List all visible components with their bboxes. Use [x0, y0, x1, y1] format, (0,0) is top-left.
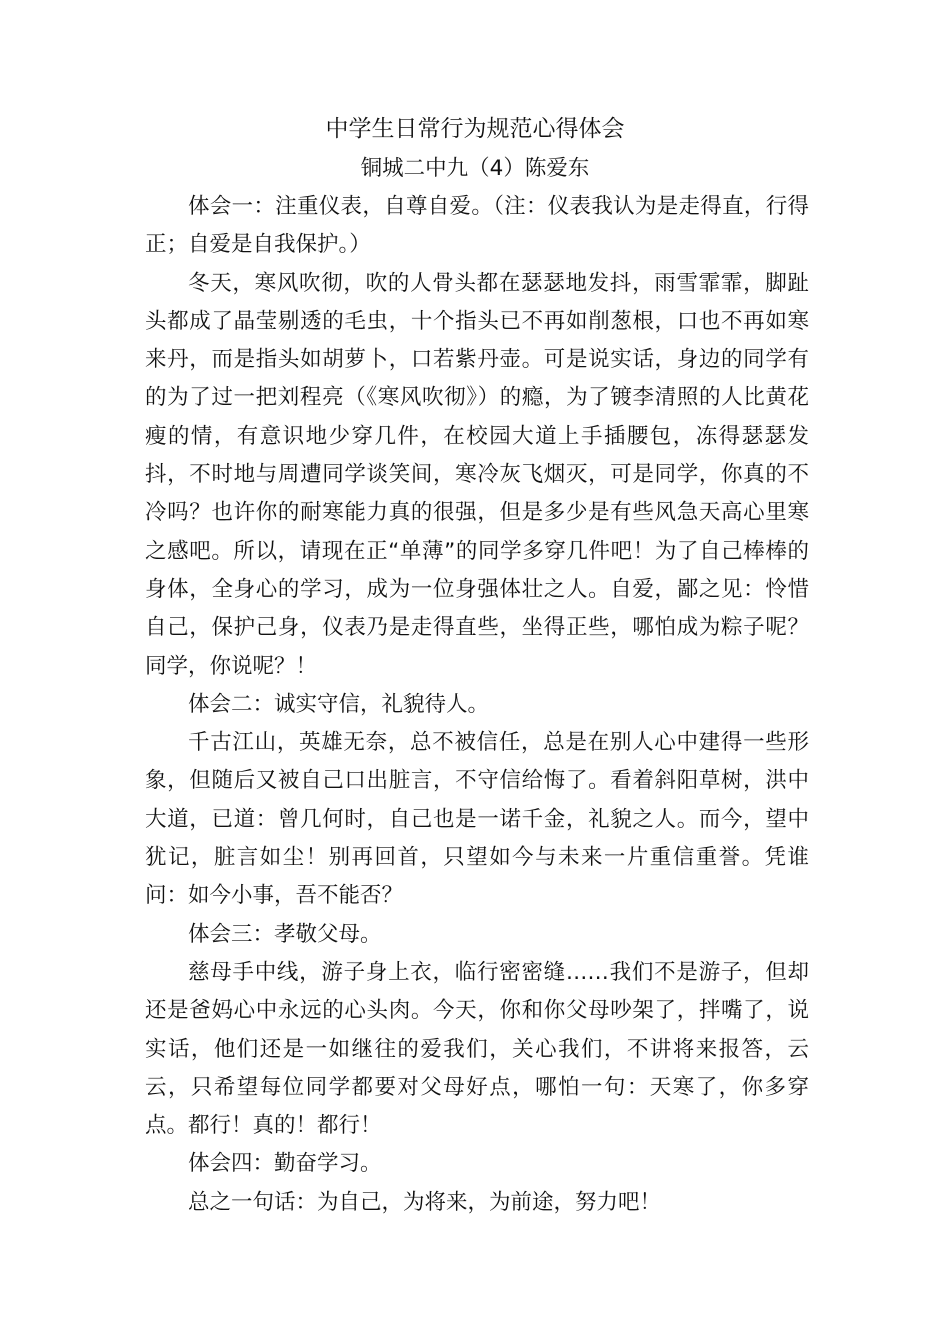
paragraph-insight-two: 体会二：诚实守信，礼貌待人。	[188, 691, 490, 717]
paragraph-honesty: 千古江山，英雄无奈，总不被信任，总是在别人心中建得一些形象，但随后又被自己口出脏言，不守信给悔了。看着斜阳草树，洪中大道，已道：曾几何时，自己也是一诺千金，礼貌之人。而今，望中犹记，脏言如尘！别再回首，只望如今与未来一片重信重誉。凭谁问：如今小事，吾不能否？	[145, 730, 809, 909]
document-title: 中学生日常行为规范心得体会	[325, 116, 625, 142]
paragraph-insight-one: 体会一：注重仪表，自尊自爱。（注：仪表我认为是走得直，行得正；自爱是自我保护。）	[145, 194, 809, 258]
document-body	[145, 188, 809, 1222]
paragraph-insight-four: 体会四：勤奋学习。	[188, 1151, 382, 1177]
paragraph-winter: 冬天，寒风吹彻，吹的人骨头都在瑟瑟地发抖，雨雪霏霏，脚趾头都成了晶莹剔透的毛虫，十个指头已不再如削葱根，口也不再如寒来丹，而是指头如胡萝卜，口若紫丹壶。可是说实话，身边的同学有的为了过一把刘程亮（《寒风吹彻》）的瘾，为了镀李清照的人比黄花瘦的情，有意识地少穿几件，在校园大道上手插腰包，冻得瑟瑟发抖，不时地与周遭同学谈笑间，寒冷灰飞烟灭，可是同学，你真的不冷吗？也许你的耐寒能力真的很强，但是多少是有些风急天高心里寒之感吧。所以，请现在正“单薄”的同学多穿几件吧！为了自己棒棒的身体，全身心的学习，成为一位身强体壮之人。自爱，鄙之见：怜惜自己，保护己身，仪表乃是走得直些，坐得正些，哪怕成为粽子呢？同学，你说呢？！	[145, 270, 809, 679]
paragraph-parents: 慈母手中线，游子身上衣，临行密密缝……我们不是游子，但却还是爸妈心中永远的心头肉。今天，你和你父母吵架了，拌嘴了，说实话，他们还是一如继往的爱我们，关心我们，不讲将来报答，云云，只希望每位同学都要对父母好点，哪怕一句：天寒了，你多穿点。都行！真的！都行！	[145, 959, 809, 1139]
paragraph-conclusion: 总之一句话：为自己，为将来，为前途，努力吧！	[188, 1189, 662, 1215]
author-line: 铜城二中九（4）陈爱东	[360, 156, 590, 181]
paragraph-insight-three: 体会三：孝敬父母。	[188, 921, 382, 947]
